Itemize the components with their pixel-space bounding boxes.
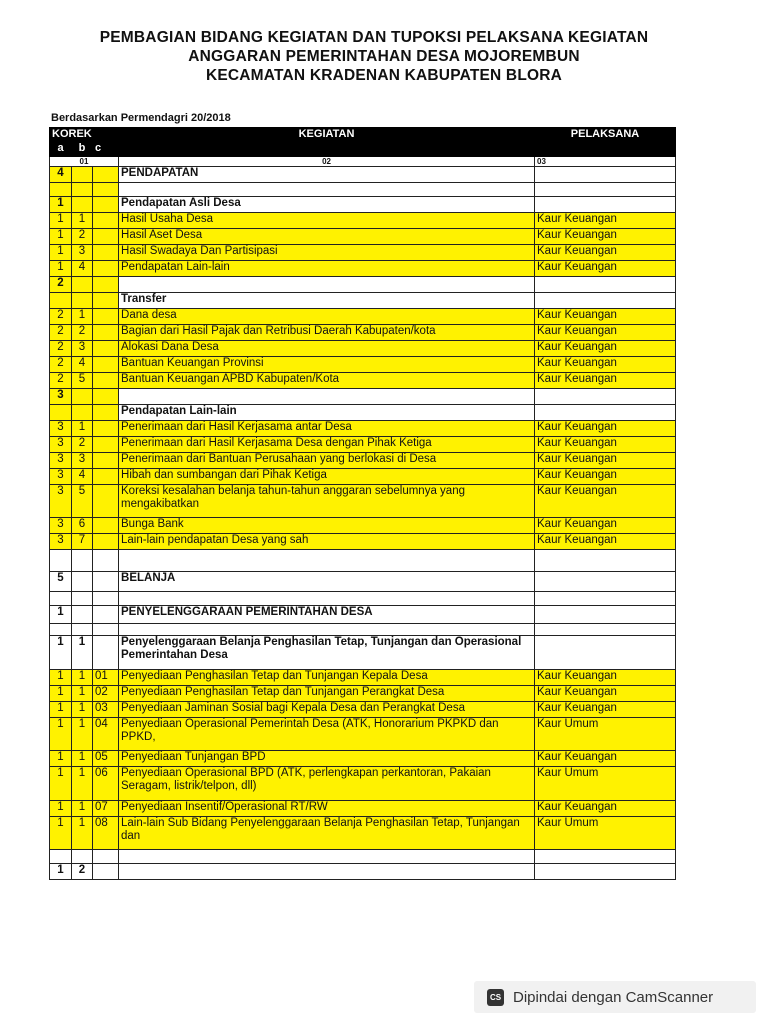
pelaksana-cell: Kaur Keuangan xyxy=(535,357,676,373)
kegiatan-cell: Bantuan Keuangan Provinsi xyxy=(119,357,535,373)
korek-b-cell: 4 xyxy=(72,261,93,277)
korek-a-cell: 2 xyxy=(50,357,72,373)
korek-c-cell xyxy=(93,469,119,485)
korek-b-cell: 1 xyxy=(72,817,93,850)
korek-a-cell xyxy=(50,550,72,572)
korek-b-cell xyxy=(72,850,93,864)
korek-c-cell xyxy=(93,325,119,341)
korek-a-cell: 3 xyxy=(50,453,72,469)
korek-a-cell: 2 xyxy=(50,373,72,389)
kegiatan-cell: Transfer xyxy=(119,293,535,309)
kegiatan-cell xyxy=(119,550,535,572)
korek-b-cell: 1 xyxy=(72,670,93,686)
korek-c-cell: 03 xyxy=(93,702,119,718)
korek-a-cell: 5 xyxy=(50,572,72,592)
table-row xyxy=(50,767,676,801)
kegiatan-cell: Penyediaan Operasional BPD (ATK, perlengkapan perkantoran, Pakaian Seragam, listrik/telpon, dll) xyxy=(119,767,535,801)
pelaksana-cell xyxy=(535,405,676,421)
table-row xyxy=(50,485,676,518)
header-row-numbers xyxy=(50,157,676,167)
korek-a-cell xyxy=(50,592,72,606)
kegiatan-cell xyxy=(119,183,535,197)
pelaksana-cell: Kaur Keuangan xyxy=(535,373,676,389)
korek-b-cell: 2 xyxy=(72,325,93,341)
title-line-1: PEMBAGIAN BIDANG KEGIATAN DAN TUPOKSI PELAKSANA KEGIATAN xyxy=(99,29,649,46)
pelaksana-cell: Kaur Keuangan xyxy=(535,453,676,469)
header-a: a xyxy=(50,142,72,157)
kegiatan-cell: Lain-lain pendapatan Desa yang sah xyxy=(119,534,535,550)
korek-a-cell: 2 xyxy=(50,341,72,357)
pelaksana-cell xyxy=(535,636,676,670)
pelaksana-cell xyxy=(535,277,676,293)
korek-b-cell: 4 xyxy=(72,357,93,373)
korek-a-cell: 1 xyxy=(50,751,72,767)
pelaksana-cell xyxy=(535,850,676,864)
pelaksana-cell: Kaur Keuangan xyxy=(535,801,676,817)
table-row xyxy=(50,421,676,437)
pelaksana-cell xyxy=(535,167,676,183)
korek-a-cell: 2 xyxy=(50,277,72,293)
kegiatan-cell: Penyediaan Tunjangan BPD xyxy=(119,751,535,767)
table-row xyxy=(50,341,676,357)
korek-c-cell xyxy=(93,389,119,405)
korek-a-cell: 1 xyxy=(50,864,72,880)
korek-a-cell: 1 xyxy=(50,261,72,277)
kegiatan-cell: Pendapatan Lain-lain xyxy=(119,405,535,421)
table-row xyxy=(50,534,676,550)
kegiatan-cell: Hasil Aset Desa xyxy=(119,229,535,245)
pelaksana-cell: Kaur Keuangan xyxy=(535,485,676,518)
kegiatan-cell: Penyediaan Penghasilan Tetap dan Tunjangan Kepala Desa xyxy=(119,670,535,686)
korek-b-cell xyxy=(72,167,93,183)
korek-a-cell xyxy=(50,183,72,197)
table-row xyxy=(50,293,676,309)
title-line-2: ANGGARAN PEMERINTAHAN DESA MOJOREMBUN xyxy=(188,48,580,65)
korek-a-cell: 3 xyxy=(50,389,72,405)
pelaksana-cell xyxy=(535,293,676,309)
table-row xyxy=(50,518,676,534)
pelaksana-cell xyxy=(535,389,676,405)
kegiatan-cell: Penyediaan Operasional Pemerintah Desa (ATK, Honorarium PKPKD dan PPKD, xyxy=(119,718,535,751)
header-row-abc xyxy=(50,142,676,157)
kegiatan-cell: Hasil Usaha Desa xyxy=(119,213,535,229)
korek-b-cell: 1 xyxy=(72,636,93,670)
korek-c-cell: 04 xyxy=(93,718,119,751)
korek-c-cell xyxy=(93,373,119,389)
kegiatan-cell: Lain-lain Sub Bidang Penyelenggaraan Belanja Penghasilan Tetap, Tunjangan dan xyxy=(119,817,535,850)
activity-table xyxy=(49,127,676,880)
kegiatan-cell: Bantuan Keuangan APBD Kabupaten/Kota xyxy=(119,373,535,389)
pelaksana-cell: Kaur Keuangan xyxy=(535,469,676,485)
korek-c-cell xyxy=(93,229,119,245)
korek-c-cell: 02 xyxy=(93,686,119,702)
korek-b-cell xyxy=(72,293,93,309)
korek-a-cell: 1 xyxy=(50,670,72,686)
pelaksana-cell xyxy=(535,864,676,880)
korek-b-cell: 1 xyxy=(72,767,93,801)
kegiatan-cell: Penyediaan Penghasilan Tetap dan Tunjangan Perangkat Desa xyxy=(119,686,535,702)
table-row xyxy=(50,686,676,702)
korek-b-cell xyxy=(72,572,93,592)
korek-c-cell xyxy=(93,572,119,592)
table-row xyxy=(50,213,676,229)
pelaksana-cell: Kaur Keuangan xyxy=(535,261,676,277)
document-title xyxy=(0,28,768,85)
korek-c-cell xyxy=(93,261,119,277)
korek-b-cell: 1 xyxy=(72,718,93,751)
korek-a-cell: 1 xyxy=(50,702,72,718)
kegiatan-cell: Dana desa xyxy=(119,309,535,325)
korek-c-cell xyxy=(93,850,119,864)
korek-c-cell xyxy=(93,518,119,534)
korek-c-cell xyxy=(93,197,119,213)
korek-a-cell: 3 xyxy=(50,485,72,518)
kegiatan-cell xyxy=(119,277,535,293)
kegiatan-cell: Penerimaan dari Hasil Kerjasama Desa dengan Pihak Ketiga xyxy=(119,437,535,453)
korek-c-cell xyxy=(93,624,119,636)
table-row xyxy=(50,751,676,767)
camscanner-footer xyxy=(474,981,756,1013)
pelaksana-cell: Kaur Keuangan xyxy=(535,341,676,357)
header-b: b xyxy=(72,142,93,157)
korek-c-cell xyxy=(93,245,119,261)
korek-c-cell xyxy=(93,357,119,373)
kegiatan-cell xyxy=(119,850,535,864)
pelaksana-cell xyxy=(535,624,676,636)
pelaksana-cell xyxy=(535,183,676,197)
korek-b-cell xyxy=(72,405,93,421)
table-row xyxy=(50,636,676,670)
korek-c-cell: 06 xyxy=(93,767,119,801)
kegiatan-cell: Hasil Swadaya Dan Partisipasi xyxy=(119,245,535,261)
pelaksana-cell: Kaur Umum xyxy=(535,817,676,850)
table-row xyxy=(50,453,676,469)
table-row xyxy=(50,850,676,864)
korek-a-cell: 1 xyxy=(50,817,72,850)
header-num-03: 03 xyxy=(535,157,676,167)
kegiatan-cell: Alokasi Dana Desa xyxy=(119,341,535,357)
pelaksana-cell: Kaur Keuangan xyxy=(535,421,676,437)
pelaksana-cell: Kaur Keuangan xyxy=(535,751,676,767)
table-row xyxy=(50,309,676,325)
korek-a-cell: 4 xyxy=(50,167,72,183)
kegiatan-cell xyxy=(119,864,535,880)
pelaksana-cell: Kaur Keuangan xyxy=(535,534,676,550)
kegiatan-cell: BELANJA xyxy=(119,572,535,592)
korek-c-cell xyxy=(93,277,119,293)
header-korek: KOREK xyxy=(50,128,119,142)
table-row xyxy=(50,718,676,751)
table-row xyxy=(50,325,676,341)
korek-a-cell: 1 xyxy=(50,197,72,213)
header-pelaksana: PELAKSANA xyxy=(535,128,676,142)
korek-c-cell xyxy=(93,606,119,624)
pelaksana-cell: Kaur Keuangan xyxy=(535,309,676,325)
table-row xyxy=(50,167,676,183)
korek-a-cell xyxy=(50,405,72,421)
pelaksana-cell: Kaur Keuangan xyxy=(535,245,676,261)
table-row xyxy=(50,229,676,245)
table-row xyxy=(50,670,676,686)
pelaksana-cell xyxy=(535,606,676,624)
table-body xyxy=(50,167,676,880)
korek-a-cell: 3 xyxy=(50,534,72,550)
table-row xyxy=(50,357,676,373)
header-kegiatan: KEGIATAN xyxy=(119,128,535,142)
pelaksana-cell: Kaur Keuangan xyxy=(535,437,676,453)
korek-c-cell xyxy=(93,534,119,550)
korek-c-cell xyxy=(93,550,119,572)
kegiatan-cell: PENDAPATAN xyxy=(119,167,535,183)
pelaksana-cell: Kaur Keuangan xyxy=(535,686,676,702)
korek-a-cell: 1 xyxy=(50,213,72,229)
kegiatan-cell: Pendapatan Asli Desa xyxy=(119,197,535,213)
korek-c-cell xyxy=(93,864,119,880)
pelaksana-cell: Kaur Keuangan xyxy=(535,518,676,534)
korek-c-cell: 01 xyxy=(93,670,119,686)
pelaksana-cell: Kaur Keuangan xyxy=(535,213,676,229)
korek-b-cell: 2 xyxy=(72,864,93,880)
korek-b-cell: 3 xyxy=(72,453,93,469)
korek-b-cell: 1 xyxy=(72,702,93,718)
kegiatan-cell xyxy=(119,624,535,636)
korek-a-cell: 3 xyxy=(50,469,72,485)
korek-b-cell: 3 xyxy=(72,341,93,357)
korek-b-cell: 1 xyxy=(72,421,93,437)
korek-a-cell: 1 xyxy=(50,767,72,801)
korek-c-cell xyxy=(93,437,119,453)
korek-a-cell: 3 xyxy=(50,518,72,534)
korek-a-cell xyxy=(50,850,72,864)
korek-b-cell: 1 xyxy=(72,751,93,767)
korek-a-cell: 1 xyxy=(50,801,72,817)
korek-a-cell: 3 xyxy=(50,421,72,437)
korek-b-cell: 1 xyxy=(72,213,93,229)
pelaksana-cell: Kaur Keuangan xyxy=(535,702,676,718)
korek-c-cell xyxy=(93,421,119,437)
pelaksana-cell xyxy=(535,197,676,213)
korek-a-cell: 1 xyxy=(50,686,72,702)
kegiatan-cell: Pendapatan Lain-lain xyxy=(119,261,535,277)
table-row xyxy=(50,389,676,405)
korek-b-cell: 1 xyxy=(72,309,93,325)
kegiatan-cell: Penerimaan dari Hasil Kerjasama antar Desa xyxy=(119,421,535,437)
korek-a-cell xyxy=(50,624,72,636)
korek-b-cell xyxy=(72,606,93,624)
table-row xyxy=(50,702,676,718)
table-row xyxy=(50,197,676,213)
korek-c-cell xyxy=(93,341,119,357)
korek-c-cell xyxy=(93,485,119,518)
table-row xyxy=(50,817,676,850)
camscanner-text: Dipindai dengan CamScanner xyxy=(513,988,714,1006)
korek-c-cell xyxy=(93,592,119,606)
korek-b-cell: 7 xyxy=(72,534,93,550)
table-row xyxy=(50,437,676,453)
pelaksana-cell: Kaur Umum xyxy=(535,718,676,751)
korek-b-cell xyxy=(72,183,93,197)
kegiatan-cell: Bagian dari Hasil Pajak dan Retribusi Daerah Kabupaten/kota xyxy=(119,325,535,341)
korek-a-cell: 1 xyxy=(50,245,72,261)
kegiatan-cell: PENYELENGGARAAN PEMERINTAHAN DESA xyxy=(119,606,535,624)
korek-c-cell xyxy=(93,453,119,469)
korek-a-cell: 2 xyxy=(50,309,72,325)
korek-c-cell xyxy=(93,167,119,183)
korek-b-cell: 4 xyxy=(72,469,93,485)
header-num-02: 02 xyxy=(119,157,535,167)
camscanner-logo-icon: CS xyxy=(487,989,504,1006)
pelaksana-cell xyxy=(535,550,676,572)
korek-a-cell: 1 xyxy=(50,606,72,624)
table-row xyxy=(50,261,676,277)
korek-a-cell: 1 xyxy=(50,229,72,245)
header-c: c xyxy=(93,142,119,157)
pelaksana-cell: Kaur Umum xyxy=(535,767,676,801)
pelaksana-cell: Kaur Keuangan xyxy=(535,670,676,686)
korek-a-cell xyxy=(50,293,72,309)
table-row xyxy=(50,277,676,293)
table-row xyxy=(50,469,676,485)
table-row xyxy=(50,624,676,636)
kegiatan-cell: Hibah dan sumbangan dari Pihak Ketiga xyxy=(119,469,535,485)
korek-b-cell: 2 xyxy=(72,437,93,453)
table-row xyxy=(50,864,676,880)
pelaksana-cell: Kaur Keuangan xyxy=(535,325,676,341)
korek-b-cell xyxy=(72,389,93,405)
korek-c-cell xyxy=(93,183,119,197)
table-row xyxy=(50,592,676,606)
header-num-01: 01 xyxy=(50,157,119,167)
korek-b-cell xyxy=(72,277,93,293)
korek-c-cell: 05 xyxy=(93,751,119,767)
korek-b-cell xyxy=(72,592,93,606)
kegiatan-cell: Koreksi kesalahan belanja tahun-tahun anggaran sebelumnya yang mengakibatkan xyxy=(119,485,535,518)
pelaksana-cell: Kaur Keuangan xyxy=(535,229,676,245)
pelaksana-cell xyxy=(535,592,676,606)
korek-b-cell: 3 xyxy=(72,245,93,261)
korek-b-cell: 5 xyxy=(72,485,93,518)
korek-a-cell: 3 xyxy=(50,437,72,453)
korek-c-cell: 08 xyxy=(93,817,119,850)
korek-a-cell: 1 xyxy=(50,718,72,751)
korek-c-cell: 07 xyxy=(93,801,119,817)
korek-b-cell xyxy=(72,550,93,572)
korek-b-cell: 6 xyxy=(72,518,93,534)
pelaksana-cell xyxy=(535,572,676,592)
korek-b-cell: 1 xyxy=(72,686,93,702)
korek-c-cell xyxy=(93,293,119,309)
table-row xyxy=(50,572,676,592)
table-row xyxy=(50,550,676,572)
table-row xyxy=(50,801,676,817)
table-row xyxy=(50,373,676,389)
korek-b-cell: 1 xyxy=(72,801,93,817)
subtitle: Berdasarkan Permendagri 20/2018 xyxy=(51,112,231,124)
korek-b-cell: 5 xyxy=(72,373,93,389)
kegiatan-cell: Penerimaan dari Bantuan Perusahaan yang berlokasi di Desa xyxy=(119,453,535,469)
korek-b-cell xyxy=(72,624,93,636)
korek-a-cell: 2 xyxy=(50,325,72,341)
korek-c-cell xyxy=(93,213,119,229)
korek-b-cell xyxy=(72,197,93,213)
korek-b-cell: 2 xyxy=(72,229,93,245)
title-line-3: KECAMATAN KRADENAN KABUPATEN BLORA xyxy=(205,67,563,84)
kegiatan-cell: Penyediaan Jaminan Sosial bagi Kepala Desa dan Perangkat Desa xyxy=(119,702,535,718)
kegiatan-cell xyxy=(119,389,535,405)
korek-c-cell xyxy=(93,309,119,325)
table-row xyxy=(50,405,676,421)
korek-c-cell xyxy=(93,405,119,421)
kegiatan-cell: Penyediaan Insentif/Operasional RT/RW xyxy=(119,801,535,817)
kegiatan-cell: Penyelenggaraan Belanja Penghasilan Tetap, Tunjangan dan Operasional Pemerintahan Desa xyxy=(119,636,535,670)
korek-c-cell xyxy=(93,636,119,670)
korek-a-cell: 1 xyxy=(50,636,72,670)
table-row xyxy=(50,183,676,197)
kegiatan-cell xyxy=(119,592,535,606)
header-row xyxy=(50,128,676,142)
kegiatan-cell: Bunga Bank xyxy=(119,518,535,534)
table-row xyxy=(50,606,676,624)
table-row xyxy=(50,245,676,261)
